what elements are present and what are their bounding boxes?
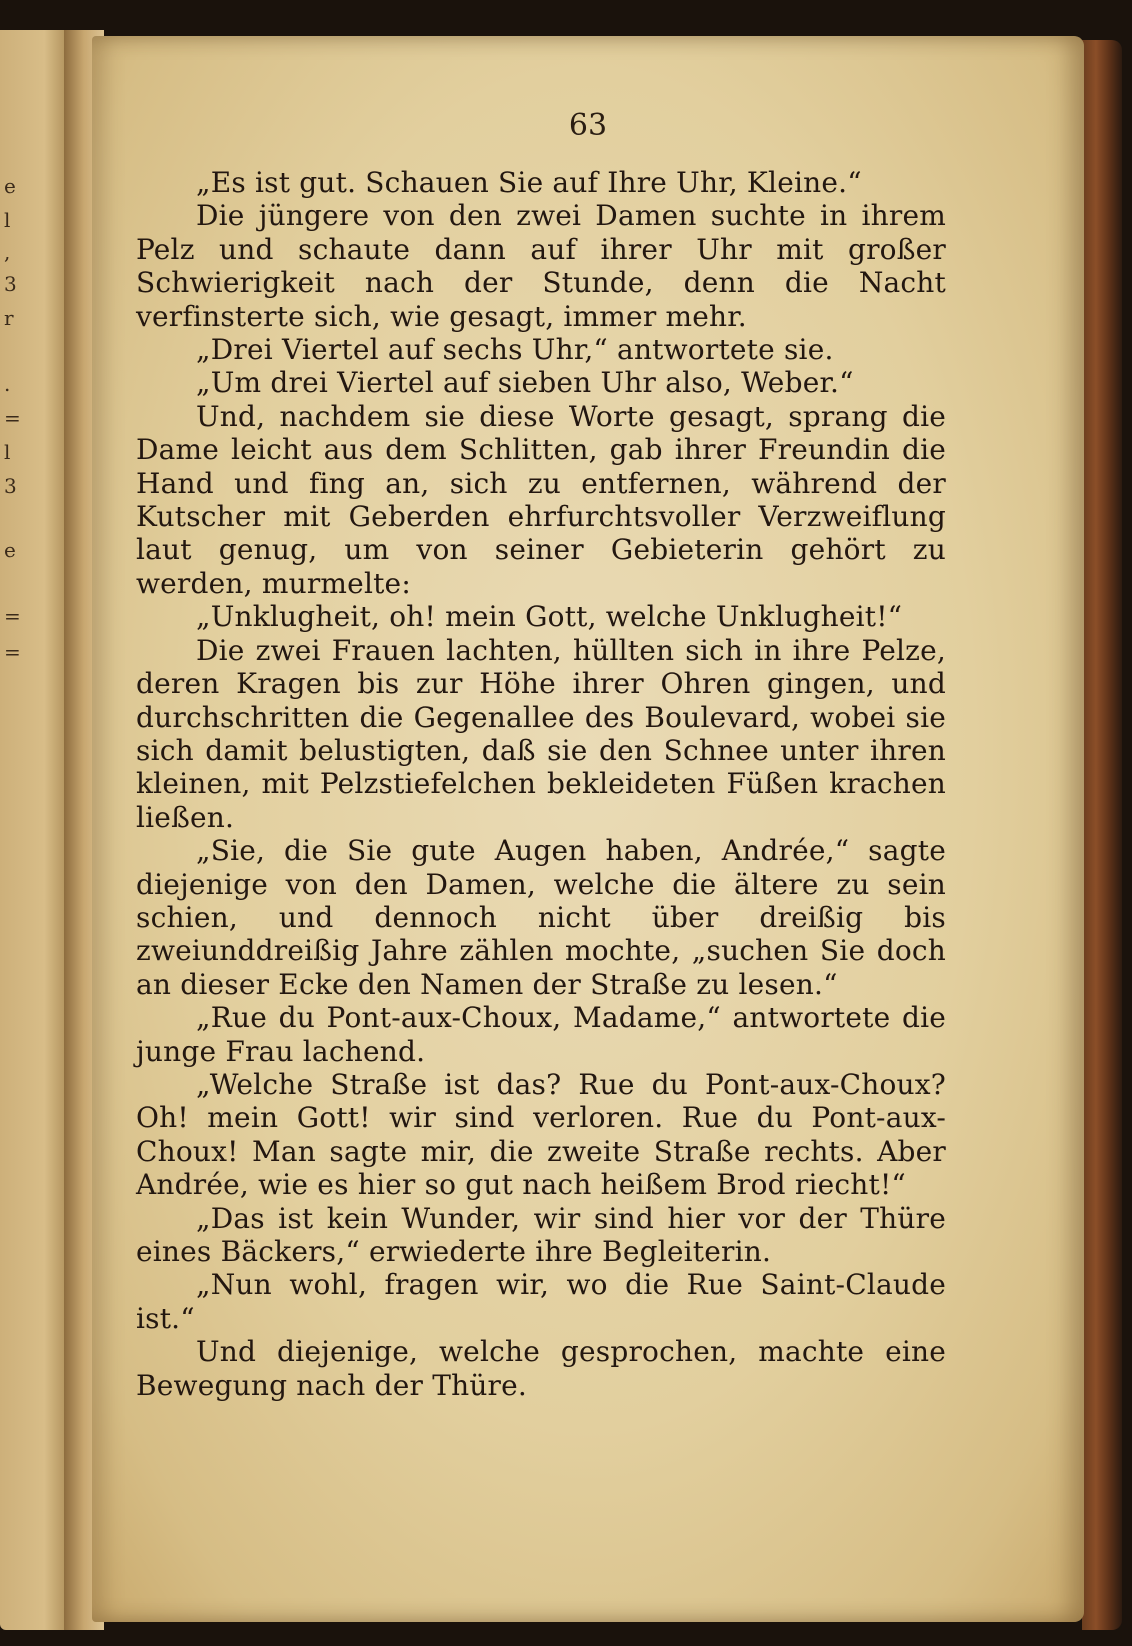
page-text <box>136 166 946 1402</box>
margin-fragment: r <box>4 306 14 330</box>
paragraph: Und diejenige, welche gesprochen, machte eine Bewegung nach der Thüre. <box>136 1335 946 1402</box>
margin-fragment: = <box>4 604 21 628</box>
paragraph: „Es ist gut. Schauen Sie auf Ihre Uhr, Kleine.“ <box>196 166 862 199</box>
paragraph: „Nun wohl, fragen wir, wo die Rue Saint-Claude ist.“ <box>136 1268 946 1335</box>
book-cover-edge <box>1082 40 1122 1630</box>
paragraph: Die zwei Frauen lachten, hüllten sich in ihre Pelze, deren Kragen bis zur Höhe ihrer Ohren gingen, und durchschritten die Gegenallee des Boulevard, wobei sie sich damit belustigten, daß sie den Schnee unter ihren kleinen, mit Pelzstiefelchen bekleideten Füßen krachen ließen. <box>136 633 946 834</box>
margin-fragment: , <box>4 240 11 264</box>
margin-fragment: 3 <box>4 272 17 296</box>
paragraph: „Das ist kein Wunder, wir sind hier vor der Thüre eines Bäckers,“ erwiederte ihre Begleiterin. <box>136 1201 946 1268</box>
paragraph: „Unklugheit, oh! mein Gott, welche Unklugheit!“ <box>196 600 903 634</box>
paragraph: „Welche Straße ist das? Rue du Pont-aux-Choux? Oh! mein Gott! wir sind verloren. Rue du Pont-aux-Choux! Man sagte mir, die zweite Straße rechts. Aber Andrée, wie es hier so gut nach heißem Brod riecht!“ <box>136 1067 946 1202</box>
page-number: 63 <box>568 108 608 143</box>
paragraph: „Sie, die Sie gute Augen haben, Andrée,“ sagte diejenige von den Damen, welche die ältere zu sein schien, und dennoch nicht über dreißig bis zweiunddreißig Jahre zählen mochte, „suchen Sie doch an dieser Ecke den Namen der Straße zu lesen.“ <box>136 834 946 1001</box>
margin-fragment: l <box>4 208 11 232</box>
paragraph: „Drei Viertel auf sechs Uhr,“ antwortete sie. <box>196 333 834 367</box>
margin-fragment: = <box>4 640 21 664</box>
margin-fragment: = <box>4 406 21 430</box>
paragraph: „Rue du Pont-aux-Choux, Madame,“ antwortete die junge Frau lachend. <box>136 1001 946 1068</box>
paragraph: Die jüngere von den zwei Damen suchte in ihrem Pelz und schaute dann auf ihrer Uhr mit großer Schwierigkeit nach der Stunde, denn die Nacht verfinsterte sich, wie gesagt, immer mehr. <box>136 199 946 333</box>
margin-fragment: 3 <box>4 474 17 498</box>
margin-fragment: . <box>4 372 11 396</box>
margin-fragment: l <box>4 440 11 464</box>
facing-page-edge <box>0 30 74 1630</box>
margin-fragment: e <box>4 538 16 562</box>
paragraph: Und, nachdem sie diese Worte gesagt, sprang die Dame leicht aus dem Schlitten, gab ihrer Freundin die Hand und fing an, sich zu entfernen, während der Kutscher mit Geberden ehrfurchtsvoller Verzweiflung laut genug, um von seiner Gebieterin gehört zu werden, murmelte: <box>136 399 946 600</box>
margin-fragment: e <box>4 174 16 198</box>
paragraph: „Um drei Viertel auf sieben Uhr also, Weber.“ <box>196 366 854 400</box>
